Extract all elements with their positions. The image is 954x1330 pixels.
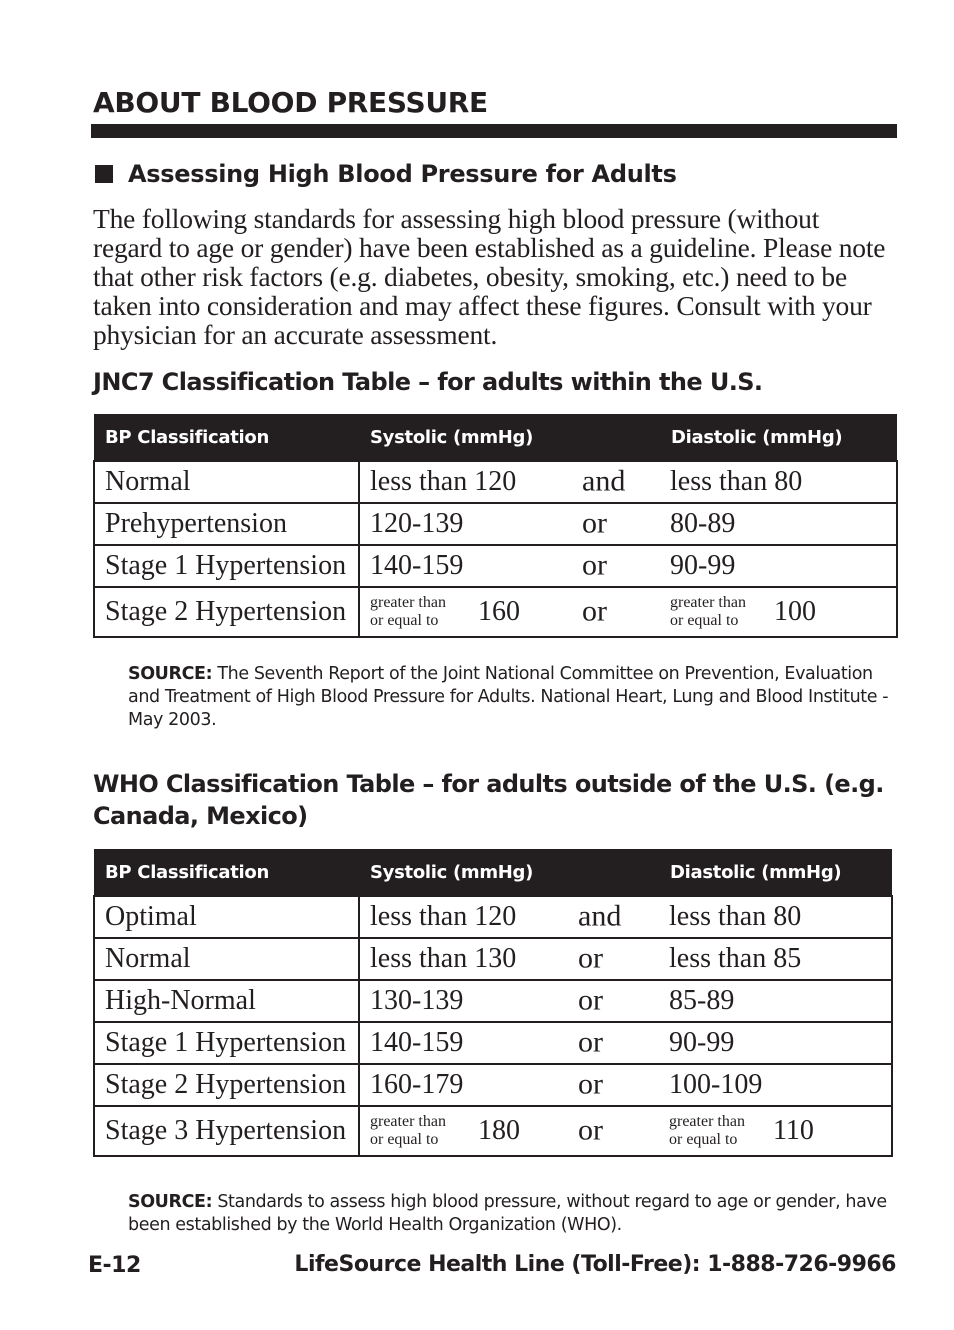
table-row	[94, 980, 892, 1022]
page-number: E-12	[88, 1253, 141, 1278]
source-text: Standards to assess high blood pressure, without regard to age or gender, have been established by the World Health Organization (WHO).	[128, 1192, 887, 1235]
source-label: SOURCE:	[128, 664, 213, 684]
who-table-title: WHO Classification Table – for adults outside of the U.S. (e.g. Canada, Mexico)	[93, 770, 884, 830]
diastolic-cell: 90-99	[659, 1022, 892, 1064]
qualifier	[370, 594, 446, 630]
page-title: ABOUT BLOOD PRESSURE	[93, 86, 488, 119]
section-title: Assessing High Blood Pressure for Adults	[128, 160, 677, 188]
square-bullet-icon	[95, 165, 113, 183]
systolic-value: 160-179	[370, 1069, 464, 1100]
diastolic-value: 110	[772, 1115, 814, 1146]
systolic-cell	[359, 1064, 659, 1106]
conjunction: or	[578, 1067, 603, 1101]
who-table	[93, 849, 893, 1157]
systolic-cell	[359, 587, 660, 637]
classification-cell: Prehypertension	[94, 503, 359, 545]
systolic-value: 140-159	[370, 1027, 464, 1058]
qualifier-line-1: greater than	[670, 594, 746, 611]
qualifier-line-2: or equal to	[669, 1131, 738, 1148]
diastolic-cell: less than 85	[659, 938, 892, 980]
section-heading	[95, 160, 677, 188]
diastolic-cell	[660, 587, 897, 637]
systolic-value: less than 120	[370, 901, 517, 932]
systolic-value: less than 120	[370, 466, 517, 497]
table-row	[94, 503, 897, 545]
health-line-phone: LifeSource Health Line (Toll-Free): 1-888-726-9966	[294, 1252, 896, 1277]
classification-cell: Stage 3 Hypertension	[94, 1106, 359, 1156]
source-text: The Seventh Report of the Joint National Committee on Prevention, Evaluation and Treatment of High Blood Pressure for Adults. National Heart, Lung and Blood Institute - May 2003.	[128, 664, 889, 730]
systolic-cell	[359, 461, 660, 503]
diastolic-cell: 85-89	[659, 980, 892, 1022]
systolic-value: 180	[477, 1115, 520, 1146]
jnc7-source-note	[128, 663, 898, 732]
qualifier	[669, 1113, 745, 1149]
header-classification: BP Classification	[94, 849, 359, 896]
intro-paragraph: The following standards for assessing high blood pressure (without regard to age or gender) have been established as a guideline. Please note that other risk factors (e.g. diabetes, obesity, smoking, etc.) need to be taken into consideration and may affect these figures. Consult with your physician for an accurate assessment.	[93, 203, 886, 350]
diastolic-cell: less than 80	[659, 896, 892, 938]
conjunction: or	[578, 1113, 603, 1147]
conjunction: or	[578, 941, 603, 975]
classification-cell: Normal	[94, 461, 359, 503]
qualifier-line-2: or equal to	[370, 1131, 439, 1148]
systolic-value: less than 130	[370, 943, 517, 974]
table-row	[94, 1106, 892, 1156]
table-row	[94, 545, 897, 587]
systolic-cell	[359, 545, 660, 587]
header-diastolic: Diastolic (mmHg)	[659, 849, 892, 896]
systolic-cell	[359, 503, 660, 545]
table-row	[94, 896, 892, 938]
header-systolic: Systolic (mmHg)	[359, 849, 659, 896]
systolic-value: 140-159	[370, 550, 464, 581]
conjunction: or	[582, 594, 607, 628]
qualifier-line-1: greater than	[669, 1113, 745, 1130]
systolic-value: 130-139	[370, 985, 464, 1016]
diastolic-cell	[659, 1106, 892, 1156]
table-row	[94, 1064, 892, 1106]
systolic-cell	[359, 1022, 659, 1064]
classification-cell: Normal	[94, 938, 359, 980]
conjunction: and	[578, 899, 622, 933]
jnc7-body	[94, 461, 897, 637]
classification-cell: Stage 2 Hypertension	[94, 587, 359, 637]
diastolic-cell: less than 80	[660, 461, 897, 503]
table-header-row	[94, 849, 892, 896]
diastolic-cell: 80-89	[660, 503, 897, 545]
source-label: SOURCE:	[128, 1192, 213, 1212]
table-row	[94, 461, 897, 503]
systolic-cell	[359, 1106, 659, 1156]
systolic-cell	[359, 896, 659, 938]
diastolic-value: 100	[773, 596, 816, 627]
classification-cell: Optimal	[94, 896, 359, 938]
systolic-cell	[359, 938, 659, 980]
jnc7-table	[93, 414, 898, 638]
qualifier	[670, 594, 746, 630]
qualifier-line-2: or equal to	[370, 612, 439, 629]
diastolic-cell: 90-99	[660, 545, 897, 587]
title-rule	[91, 124, 897, 138]
table-header-row	[94, 414, 897, 461]
table-row	[94, 587, 897, 637]
header-classification: BP Classification	[94, 414, 359, 461]
header-systolic: Systolic (mmHg)	[359, 414, 660, 461]
who-source-note	[128, 1191, 898, 1237]
conjunction: and	[582, 464, 626, 498]
systolic-value: 160	[477, 596, 520, 627]
classification-cell: High-Normal	[94, 980, 359, 1022]
qualifier-line-1: greater than	[370, 594, 446, 611]
diastolic-cell: 100-109	[659, 1064, 892, 1106]
conjunction: or	[578, 1025, 603, 1059]
classification-cell: Stage 1 Hypertension	[94, 545, 359, 587]
systolic-cell	[359, 980, 659, 1022]
table-row	[94, 1022, 892, 1064]
systolic-value: 120-139	[370, 508, 464, 539]
classification-cell: Stage 1 Hypertension	[94, 1022, 359, 1064]
header-diastolic: Diastolic (mmHg)	[660, 414, 897, 461]
who-body	[94, 896, 892, 1156]
qualifier	[370, 1113, 446, 1149]
conjunction: or	[578, 983, 603, 1017]
jnc7-table-title: JNC7 Classification Table – for adults within the U.S.	[93, 368, 763, 396]
table-row	[94, 938, 892, 980]
classification-cell: Stage 2 Hypertension	[94, 1064, 359, 1106]
qualifier-line-1: greater than	[370, 1113, 446, 1130]
conjunction: or	[582, 548, 607, 582]
qualifier-line-2: or equal to	[670, 612, 739, 629]
conjunction: or	[582, 506, 607, 540]
